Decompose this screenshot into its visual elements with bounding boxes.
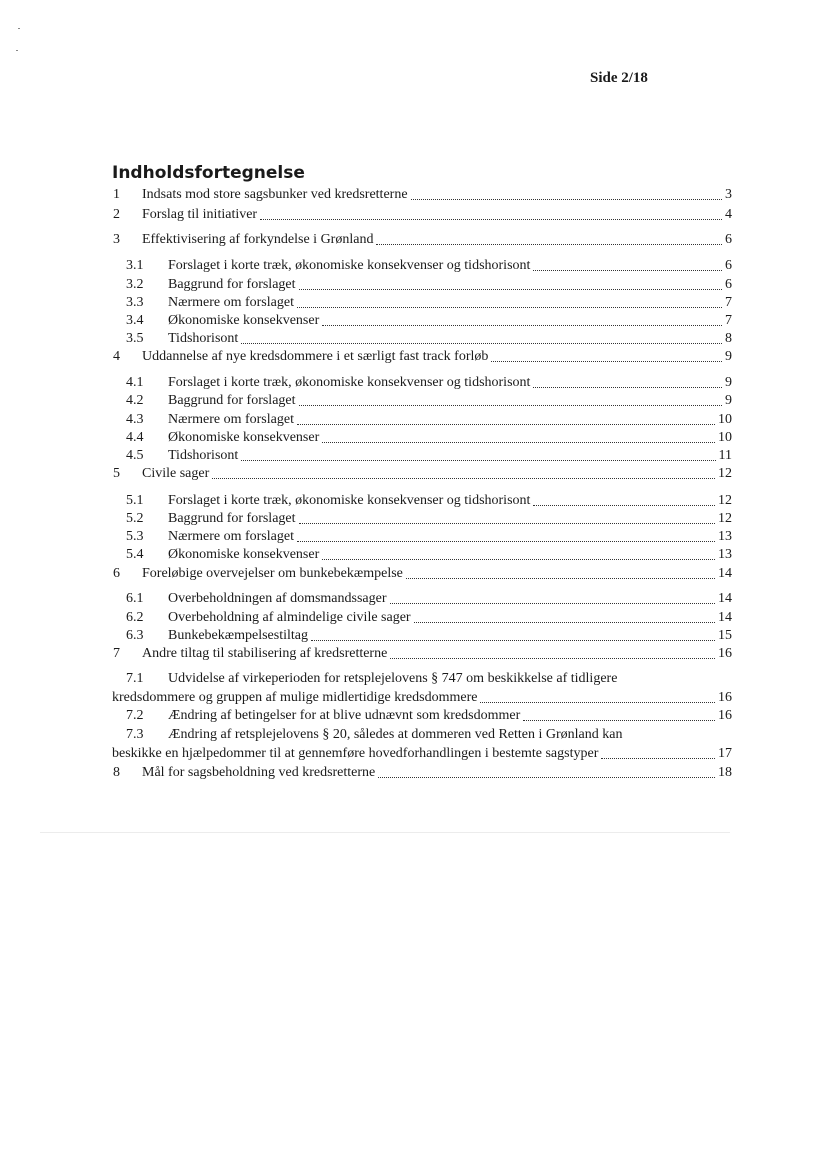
toc-leader-dots xyxy=(491,361,722,362)
toc-entry-title: Effektivisering af forkyndelse i Grønland xyxy=(142,232,374,247)
toc-entry-title: Overbeholdningen af domsmandssager xyxy=(168,591,387,606)
toc-entry-page: 8 xyxy=(725,331,732,346)
toc-entry-number: 5.4 xyxy=(126,547,144,562)
toc-entry-title: Udvidelse af virkeperioden for retsplejelovens § 747 om beskikkelse af tidligere xyxy=(168,671,618,686)
toc-entry-page: 13 xyxy=(718,529,732,544)
toc-leader-dots xyxy=(299,523,715,524)
toc-leader-dots xyxy=(297,307,722,308)
toc-entry-number: 2 xyxy=(113,207,120,222)
toc-entry-page: 14 xyxy=(718,610,732,625)
toc-entry-title: Indsats mod store sagsbunker ved kredsretterne xyxy=(142,187,408,202)
toc-entry-page: 10 xyxy=(718,430,732,445)
toc-entry-number: 3.1 xyxy=(126,258,144,273)
toc-entry-page: 12 xyxy=(718,466,732,481)
toc-leader-dots xyxy=(299,289,722,290)
toc-leader-dots xyxy=(480,702,715,703)
toc-entry-page: 16 xyxy=(718,708,732,723)
toc-entry-number: 7.2 xyxy=(126,708,144,723)
toc-entry-number: 3.4 xyxy=(126,313,144,328)
toc-entry-number: 5.2 xyxy=(126,511,144,526)
toc-entry-title: Økonomiske konsekvenser xyxy=(168,313,320,328)
toc-entry-number: 4.2 xyxy=(126,393,144,408)
toc-entry-number: 6 xyxy=(113,566,120,581)
toc-entry-title: Nærmere om forslaget xyxy=(168,295,294,310)
toc-entry-title: Mål for sagsbeholdning ved kredsretterne xyxy=(142,765,376,780)
toc-leader-dots xyxy=(601,758,715,759)
toc-leader-dots xyxy=(523,720,715,721)
toc-entry-title: Forslag til initiativer xyxy=(142,207,258,222)
toc-entry-number: 6.3 xyxy=(126,628,144,643)
toc-entry-page: 7 xyxy=(725,313,732,328)
toc-entry-page: 4 xyxy=(725,207,732,222)
toc-entry-page: 14 xyxy=(718,566,732,581)
toc-entry-title: Overbeholdning af almindelige civile sager xyxy=(168,610,411,625)
toc-leader-dots xyxy=(533,387,722,388)
toc-title: Indholdsfortegnelse xyxy=(112,163,305,183)
toc-entry-title: Baggrund for forslaget xyxy=(168,393,296,408)
toc-leader-dots xyxy=(322,559,715,560)
toc-entry-title: Foreløbige overvejelser om bunkebekæmpelse xyxy=(142,566,403,581)
toc-entry-title: Økonomiske konsekvenser xyxy=(168,430,320,445)
toc-leader-dots xyxy=(533,270,722,271)
toc-entry-number: 3.2 xyxy=(126,277,144,292)
toc-leader-dots xyxy=(260,219,722,220)
toc-leader-dots xyxy=(299,405,722,406)
toc-entry-title: Tidshorisont xyxy=(168,331,239,346)
toc-entry-page: 6 xyxy=(725,277,732,292)
toc-entry-page: 12 xyxy=(718,493,732,508)
toc-entry-title: Uddannelse af nye kredsdommere i et særligt fast track forløb xyxy=(142,349,489,364)
toc-entry-number: 3.3 xyxy=(126,295,144,310)
toc-entry-title: Forslaget i korte træk, økonomiske konsekvenser og tidshorisont xyxy=(168,375,531,390)
toc-entry-number: 5.3 xyxy=(126,529,144,544)
toc-entry-title: Civile sager xyxy=(142,466,210,481)
scan-artifact-line xyxy=(40,832,730,833)
toc-entry-page: 10 xyxy=(718,412,732,427)
toc-leader-dots xyxy=(311,640,715,641)
toc-entry-number: 6.1 xyxy=(126,591,144,606)
toc-entry-number: 3 xyxy=(113,232,120,247)
toc-entry-title: Ændring af retsplejelovens § 20, således at dommeren ved Retten i Grønland kan xyxy=(168,727,623,742)
toc-entry-title: Bunkebekæmpelsestiltag xyxy=(168,628,308,643)
toc-leader-dots xyxy=(414,622,715,623)
toc-entry-title-continuation: kredsdommere og gruppen af mulige midlertidige kredsdommere xyxy=(112,690,478,705)
toc-entry-number: 4 xyxy=(113,349,120,364)
toc-leader-dots xyxy=(390,658,715,659)
toc-entry-page: 18 xyxy=(718,765,732,780)
toc-entry-number: 8 xyxy=(113,765,120,780)
toc-entry-page: 16 xyxy=(718,646,732,661)
toc-entry-title: Ændring af betingelser for at blive udnævnt som kredsdommer xyxy=(168,708,521,723)
toc-entry-page: 15 xyxy=(718,628,732,643)
toc-entry-title: Forslaget i korte træk, økonomiske konsekvenser og tidshorisont xyxy=(168,493,531,508)
toc-entry-page: 6 xyxy=(725,258,732,273)
toc-leader-dots xyxy=(241,460,715,461)
toc-entry-page: 17 xyxy=(718,746,732,761)
scan-speck xyxy=(16,50,18,51)
toc-entry-title-continuation: beskikke en hjælpedommer til at gennemføre hovedforhandlingen i bestemte sagstyper xyxy=(112,746,599,761)
toc-entry-page: 11 xyxy=(718,448,732,463)
toc-leader-dots xyxy=(241,343,722,344)
toc-entry-title: Forslaget i korte træk, økonomiske konsekvenser og tidshorisont xyxy=(168,258,531,273)
toc-entry-number: 7 xyxy=(113,646,120,661)
toc-entry-number: 1 xyxy=(113,187,120,202)
toc-entry-page: 6 xyxy=(725,232,732,247)
toc-entry-number: 5.1 xyxy=(126,493,144,508)
toc-entry-page: 16 xyxy=(718,690,732,705)
toc-entry-number: 4.4 xyxy=(126,430,144,445)
toc-entry-page: 12 xyxy=(718,511,732,526)
toc-entry-page: 9 xyxy=(725,349,732,364)
toc-entry-number: 7.3 xyxy=(126,727,144,742)
toc-entry-number: 3.5 xyxy=(126,331,144,346)
toc-entry-number: 5 xyxy=(113,466,120,481)
toc-entry-page: 9 xyxy=(725,375,732,390)
toc-entry-title: Andre tiltag til stabilisering af kredsretterne xyxy=(142,646,388,661)
toc-entry-page: 3 xyxy=(725,187,732,202)
toc-leader-dots xyxy=(297,541,715,542)
page-number: Side 2/18 xyxy=(590,70,648,86)
toc-entry-page: 13 xyxy=(718,547,732,562)
toc-leader-dots xyxy=(322,442,715,443)
toc-leader-dots xyxy=(390,603,716,604)
toc-leader-dots xyxy=(378,777,715,778)
toc-entry-number: 4.5 xyxy=(126,448,144,463)
toc-entry-page: 14 xyxy=(718,591,732,606)
toc-leader-dots xyxy=(406,578,715,579)
toc-entry-number: 4.3 xyxy=(126,412,144,427)
toc-entry-title: Baggrund for forslaget xyxy=(168,511,296,526)
toc-leader-dots xyxy=(411,199,722,200)
toc-leader-dots xyxy=(376,244,722,245)
toc-entry-page: 7 xyxy=(725,295,732,310)
toc-entry-title: Nærmere om forslaget xyxy=(168,529,294,544)
toc-entry-title: Nærmere om forslaget xyxy=(168,412,294,427)
toc-entry-title: Baggrund for forslaget xyxy=(168,277,296,292)
toc-leader-dots xyxy=(212,478,715,479)
toc-entry-title: Tidshorisont xyxy=(168,448,239,463)
toc-entry-title: Økonomiske konsekvenser xyxy=(168,547,320,562)
toc-leader-dots xyxy=(322,325,722,326)
toc-entry-page: 9 xyxy=(725,393,732,408)
toc-entry-number: 4.1 xyxy=(126,375,144,390)
toc-leader-dots xyxy=(533,505,715,506)
scan-speck xyxy=(18,28,20,29)
toc-entry-number: 6.2 xyxy=(126,610,144,625)
toc-entry-number: 7.1 xyxy=(126,671,144,686)
toc-leader-dots xyxy=(297,424,715,425)
